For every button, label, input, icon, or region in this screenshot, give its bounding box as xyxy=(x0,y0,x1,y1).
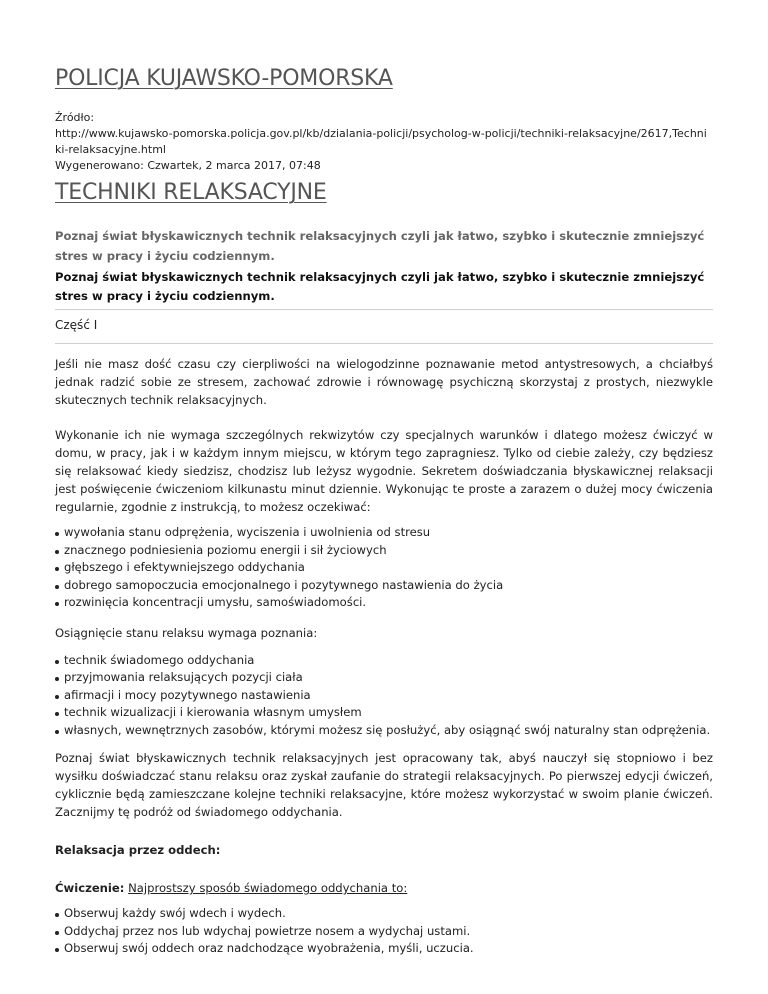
list-item: Oddychaj przez nos lub wdychaj powietrze nosem a wydychaj ustami. xyxy=(55,923,713,941)
exercise-text: Najprostszy sposób świadomego oddychania to: xyxy=(128,881,408,895)
requirements-list xyxy=(55,652,713,740)
exercise-label: Ćwiczenie: xyxy=(55,881,125,895)
article-lead: Poznaj świat błyskawicznych technik relaksacyjnych czyli jak łatwo, szybko i skutecznie zmniejszyć stres w pracy i życiu codziennym. xyxy=(55,229,705,263)
article-body xyxy=(55,355,713,958)
list-item: Obserwuj swój oddech oraz nadchodzące wyobrażenia, myśli, uczucia. xyxy=(55,940,713,958)
divider-top xyxy=(55,309,713,310)
benefits-list xyxy=(55,524,713,612)
site-title[interactable]: POLICJA KUJAWSKO-POMORSKA xyxy=(55,66,393,91)
source-url[interactable]: http://www.kujawsko-pomorska.policja.gov.pl/kb/dzialania-policji/psycholog-w-policji/techniki-relaksacyjne/2617,Techniki-relaksacyjne.html xyxy=(55,127,707,156)
list-item: afirmacji i mocy pozytywnego nastawienia xyxy=(55,687,713,705)
part-label: Część I xyxy=(55,318,98,332)
list-item: Obserwuj każdy swój wdech i wydech. xyxy=(55,905,713,923)
section-heading: Relaksacja przez oddech: xyxy=(55,843,221,857)
list-item: technik świadomego oddychania xyxy=(55,652,713,670)
list-item: własnych, wewnętrznych zasobów, którymi możesz się posłużyć, aby osiągnąć swój naturalny stan odprężenia. xyxy=(55,722,713,740)
list-item: technik wizualizacji i kierowania własnym umysłem xyxy=(55,704,713,722)
exercise-line xyxy=(55,879,713,897)
paragraph-benefits-intro: Wykonanie ich nie wymaga szczególnych rekwizytów czy specjalnych warunków i dlatego możesz ćwiczyć w domu, w pracy, jak i w każdym innym miejscu, w którym tego zapragniesz. Tylko od ciebie zależy, czy będziesz się relaksować kiedy siedzisz, chodzisz lub leżysz wygodnie. Sekretem doświadczania błyskawicznej relaksacji jest poświęcenie ćwiczeniom kilkunastu minut dziennie. Wykonując te proste a zarazem o dużej mocy ćwiczenia regularnie, zgodnie z instrukcją, to możesz oczekiwać: xyxy=(55,428,713,514)
list-item: dobrego samopoczucia emocjonalnego i pozytywnego nastawienia do życia xyxy=(55,577,713,595)
paragraph-requirements: Osiągnięcie stanu relaksu wymaga poznania: xyxy=(55,625,318,640)
divider-bottom xyxy=(55,343,713,344)
list-item: rozwinięcia koncentracji umysłu, samoświadomości. xyxy=(55,594,713,612)
source-block xyxy=(55,110,713,174)
exercise-list xyxy=(55,905,713,958)
source-label: Źródło: xyxy=(55,111,95,124)
paragraph-program: Poznaj świat błyskawicznych technik relaksacyjnych jest opracowany tak, abyś nauczył się stopniowo i bez wysiłku doświadczać stanu relaksu oraz zyskał zaufanie do strategii relaksacyjnych. Po pierwszej edycji ćwiczeń, cyklicznie będą zamieszczane kolejne techniki relaksacyjne, które możesz wykorzystać w swoim planie ćwiczeń. Zacznijmy tę podróż od świadomego oddychania. xyxy=(55,751,713,819)
list-item: głębszego i efektywniejszego oddychania xyxy=(55,559,713,577)
article-lead-repeat: Poznaj świat błyskawicznych technik relaksacyjnych czyli jak łatwo, szybko i skutecznie zmniejszyć stres w pracy i życiu codziennym. xyxy=(55,270,705,303)
generated-date: Wygenerowano: Czwartek, 2 marca 2017, 07:48 xyxy=(55,159,321,172)
article-title[interactable]: TECHNIKI RELAKSACYJNE xyxy=(55,180,327,205)
list-item: wywołania stanu odprężenia, wyciszenia i uwolnienia od stresu xyxy=(55,524,713,542)
paragraph-intro: Jeśli nie masz dość czasu czy cierpliwości na wielogodzinne poznawanie metod antystresowych, a chciałbyś jednak radzić sobie ze stresem, zachować zdrowie i równowagę psychiczną skorzystaj z prostych, niezwykle skutecznych technik relaksacyjnych. xyxy=(55,357,713,407)
list-item: znacznego podniesienia poziomu energii i sił życiowych xyxy=(55,542,713,560)
list-item: przyjmowania relaksujących pozycji ciała xyxy=(55,669,713,687)
